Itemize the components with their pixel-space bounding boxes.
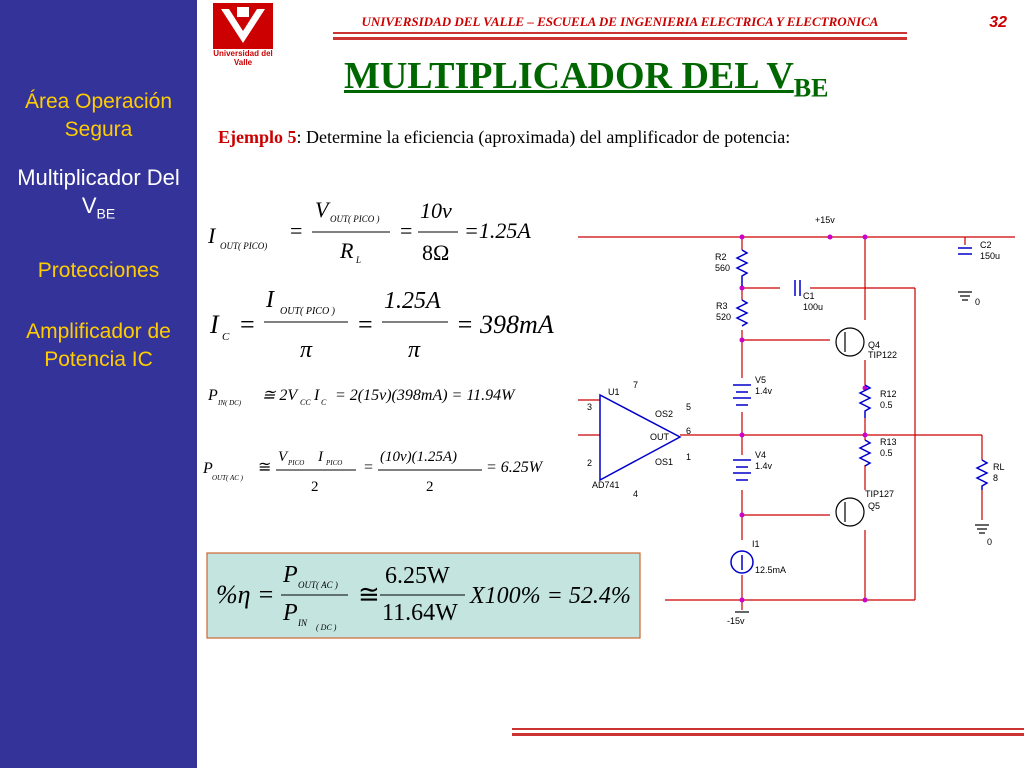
svg-text:U1: U1 <box>608 387 620 397</box>
svg-text:OS1: OS1 <box>655 457 674 467</box>
svg-text:C: C <box>321 398 327 407</box>
svg-text:PICO: PICO <box>326 459 343 467</box>
svg-text:520: 520 <box>716 312 732 322</box>
page-number: 32 <box>989 14 1007 31</box>
svg-text:+15v: +15v <box>815 215 835 225</box>
svg-text:=: = <box>364 459 374 476</box>
svg-text:560: 560 <box>715 263 731 273</box>
svg-text:150u: 150u <box>980 251 1001 261</box>
svg-text:11.64W: 11.64W <box>382 600 458 626</box>
svg-text:10v: 10v <box>420 198 452 223</box>
svg-text:TIP122: TIP122 <box>868 350 898 360</box>
svg-text:PICO: PICO <box>288 459 305 467</box>
header-university: UNIVERSIDAD DEL VALLE – ESCUELA DE INGENIERIA ELECTRICA Y ELECTRONICA <box>361 14 879 29</box>
svg-text:3: 3 <box>587 402 593 412</box>
svg-text:7: 7 <box>633 380 639 390</box>
svg-text:=: = <box>290 218 303 243</box>
svg-text:I1: I1 <box>752 539 760 549</box>
svg-text:π: π <box>408 337 421 363</box>
svg-text:5: 5 <box>686 402 692 412</box>
svg-text:P: P <box>283 600 298 626</box>
footer-divider-2 <box>512 733 1024 736</box>
svg-text:OUT: OUT <box>650 432 669 442</box>
svg-text:π: π <box>300 337 313 363</box>
svg-text:P: P <box>208 387 218 404</box>
page-title: MULTIPLICADOR DEL $V_{BE}$ <box>344 55 829 103</box>
svg-text:=: = <box>400 218 413 243</box>
svg-text:C2: C2 <box>980 240 992 250</box>
svg-text:Q5: Q5 <box>868 501 881 511</box>
svg-text:V: V <box>278 449 288 465</box>
svg-text:2: 2 <box>311 479 319 495</box>
sidebar-item-amplificador[interactable]: Amplificador de Potencia IC <box>26 320 171 371</box>
svg-text:8: 8 <box>993 473 999 483</box>
svg-text:2: 2 <box>587 458 593 468</box>
svg-text:0.5: 0.5 <box>880 400 893 410</box>
svg-text:2: 2 <box>426 479 434 495</box>
svg-text:OUT( PICO ): OUT( PICO ) <box>330 214 380 224</box>
svg-text:= 2(15v)(398mA) = 11.94W: = 2(15v)(398mA) = 11.94W <box>335 387 515 404</box>
svg-text:P: P <box>283 562 298 588</box>
svg-text:TIP127: TIP127 <box>865 489 895 499</box>
svg-text:RL: RL <box>993 462 1005 472</box>
svg-text:I: I <box>266 287 274 313</box>
svg-text:1: 1 <box>686 452 692 462</box>
svg-text:=1.25A: =1.25A <box>464 218 531 243</box>
svg-text:R12: R12 <box>880 389 897 399</box>
svg-text:I: I <box>208 223 216 248</box>
svg-text:8Ω: 8Ω <box>422 240 450 265</box>
svg-text:= 398mA: = 398mA <box>456 310 554 339</box>
svg-text:IN: IN <box>298 618 307 628</box>
svg-text:6: 6 <box>686 426 692 436</box>
svg-text:R: R <box>340 238 354 263</box>
svg-text:V: V <box>315 197 329 222</box>
svg-text:4: 4 <box>633 489 639 499</box>
svg-text:1.4v: 1.4v <box>755 386 773 396</box>
svg-text:Q4: Q4 <box>868 340 881 350</box>
svg-text:6.25W: 6.25W <box>385 563 450 589</box>
svg-text:AD741: AD741 <box>592 480 620 490</box>
svg-text:IN( DC): IN( DC) <box>218 399 242 407</box>
svg-text:OS2: OS2 <box>655 409 674 419</box>
svg-text:≅: ≅ <box>258 459 272 476</box>
svg-text:OUT( PICO ): OUT( PICO ) <box>280 306 335 317</box>
svg-text:CC: CC <box>300 398 311 407</box>
svg-text:=: = <box>240 310 255 339</box>
sidebar-item-area-operacion[interactable]: Área Operación Segura <box>24 90 173 141</box>
svg-text:≅ 2V: ≅ 2V <box>262 387 298 404</box>
svg-text:( DC ): ( DC ) <box>316 623 337 632</box>
svg-text:R2: R2 <box>715 252 727 262</box>
svg-text:12.5mA: 12.5mA <box>755 565 787 575</box>
svg-text:= 6.25W: = 6.25W <box>486 459 543 476</box>
svg-text:OUT( AC ): OUT( AC ) <box>212 474 243 482</box>
svg-text:%η =: %η = <box>216 580 275 609</box>
svg-text:OUT( AC ): OUT( AC ) <box>298 580 338 590</box>
svg-text:-15v: -15v <box>727 616 745 626</box>
svg-text:R3: R3 <box>716 301 728 311</box>
svg-text:C: C <box>222 331 230 343</box>
sidebar-item-multiplicador[interactable]: Multiplicador Del $V_{BE}$ <box>17 165 180 222</box>
svg-text:I: I <box>314 387 320 404</box>
svg-text:X100% = 52.4%: X100% = 52.4% <box>470 583 631 609</box>
sidebar-item-protecciones[interactable]: Protecciones <box>37 259 160 282</box>
example-prompt: Ejemplo 5: Determine la eficiencia (aproximada) del amplificador de potencia: <box>218 127 791 147</box>
logo-text: Universidad del Valle <box>213 49 273 67</box>
svg-text:1.4v: 1.4v <box>755 461 773 471</box>
svg-text:P: P <box>203 460 213 477</box>
footer-divider <box>512 728 1024 730</box>
svg-text:L: L <box>356 255 362 265</box>
svg-text:R13: R13 <box>880 437 897 447</box>
svg-text:0: 0 <box>975 297 981 307</box>
svg-text:I: I <box>210 310 219 339</box>
svg-text:(10v)(1.25A): (10v)(1.25A) <box>380 449 458 465</box>
svg-text:1.25A: 1.25A <box>384 288 441 314</box>
svg-text:100u: 100u <box>803 302 824 312</box>
svg-text:I: I <box>318 449 323 465</box>
svg-text:≅: ≅ <box>358 580 380 609</box>
svg-text:0: 0 <box>987 537 993 547</box>
svg-text:OUT( PICO): OUT( PICO) <box>220 241 268 251</box>
svg-text:V4: V4 <box>755 450 767 460</box>
svg-text:V5: V5 <box>755 375 767 385</box>
svg-text:0.5: 0.5 <box>880 448 893 458</box>
svg-text:C1: C1 <box>803 291 815 301</box>
svg-text:=: = <box>358 310 373 339</box>
